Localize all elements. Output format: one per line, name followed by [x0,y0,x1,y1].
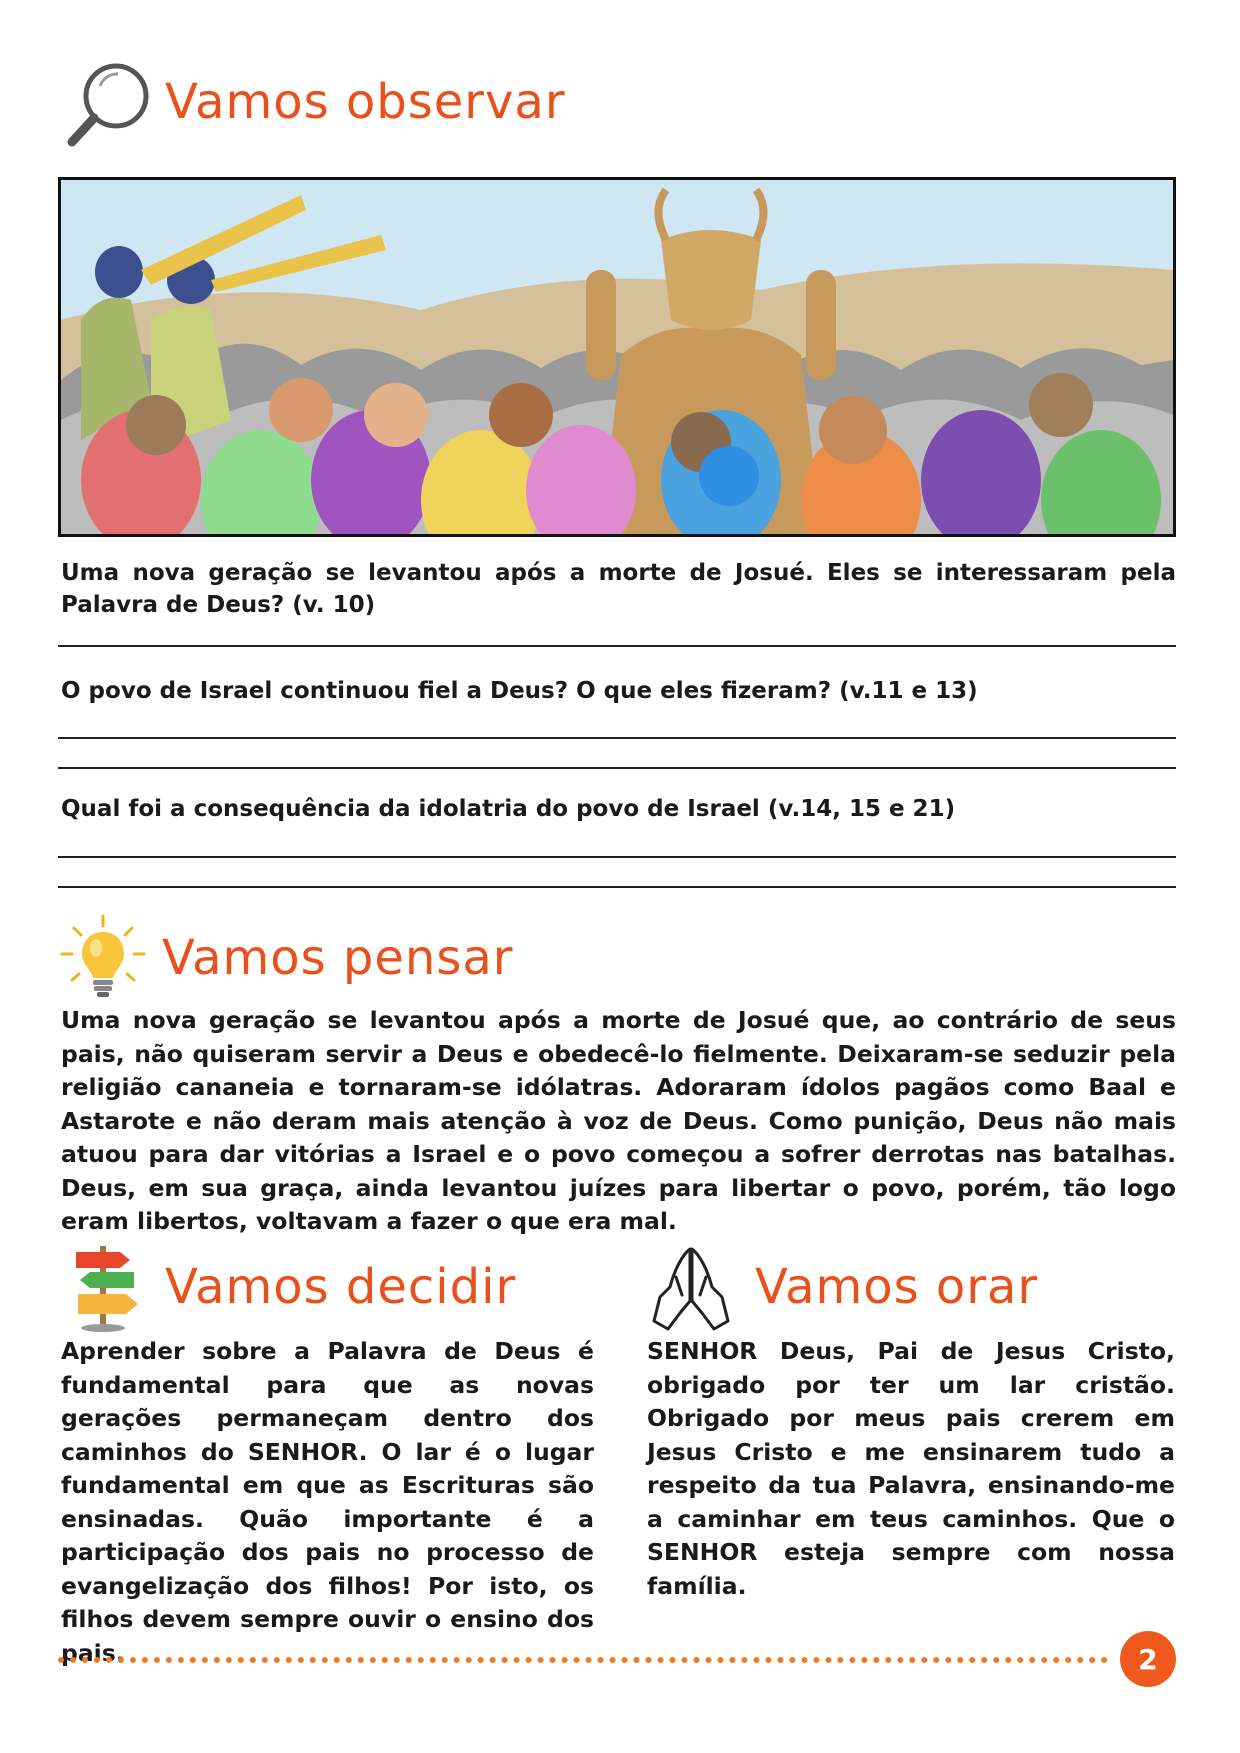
think-paragraph: Uma nova geração se levantou após a morte de Josué que, ao contrário de seus pais, não quiseram servir a Deus e obedecê-lo fielmente. Deixaram-se seduzir pela religião cananeia e tornaram-se idólatras. Adoraram ídolos pagãos como Baal e Astarote e não deram mais atenção à voz de Deus. Como punição, Deus não mais atuou para dar vitórias a Israel e o povo começou a sofrer derrotas nas batalhas. Deus, em sua graça, ainda levantou juízes para libertar o povo, porém, tão logo eram libertos, voltavam a fazer o que era mal. [61,1006,1176,1235]
praying-hands-icon [650,1243,732,1335]
pray-paragraph: SENHOR Deus, Pai de Jesus Cristo, obrigado por ter um lar cristão. Obrigado por meus pais crerem em Jesus Cristo e me ensinarem tudo a respeito da tua Palavra, ensinando-me a caminhar em teus caminhos. Que o SENHOR esteja sempre com nossa família. [647,1337,1175,1600]
golden-calf-worship-illustration [58,177,1176,537]
decide-paragraph: Aprender sobre a Palavra de Deus é fundamental para que as novas gerações permaneçam dentro dos caminhos do SENHOR. O lar é o lugar fundamental em que as Escrituras são ensinadas. Quão importante é a participação dos pais no processo de evangelização dos filhos! Por isto, os filhos devem sempre ouvir o ensino dos pais. [61,1337,594,1667]
answer-line[interactable] [58,645,1176,647]
question-2: O povo de Israel continuou fiel a Deus? O que eles fizeram? (v.11 e 13) [61,678,978,704]
question-1: Uma nova geração se levantou após a morte de Josué. Eles se interessaram pela Palavra de Deus? (v. 10) [61,560,1176,618]
footer-dotted-line [58,1657,1108,1663]
section-title-pray: Vamos orar [755,1259,1039,1315]
answer-line[interactable] [58,856,1176,858]
section-title-decide: Vamos decidir [165,1259,517,1315]
page-number-badge: 2 [1120,1631,1176,1687]
magnifier-icon [60,58,155,153]
answer-line[interactable] [58,737,1176,739]
section-title-think: Vamos pensar [162,930,514,986]
answer-line[interactable] [58,767,1176,769]
answer-line[interactable] [58,886,1176,888]
question-3: Qual foi a consequência da idolatria do povo de Israel (v.14, 15 e 21) [61,796,956,822]
signpost-icon [60,1240,150,1335]
section-title-observe: Vamos observar [165,74,566,130]
lightbulb-icon [58,912,148,1002]
